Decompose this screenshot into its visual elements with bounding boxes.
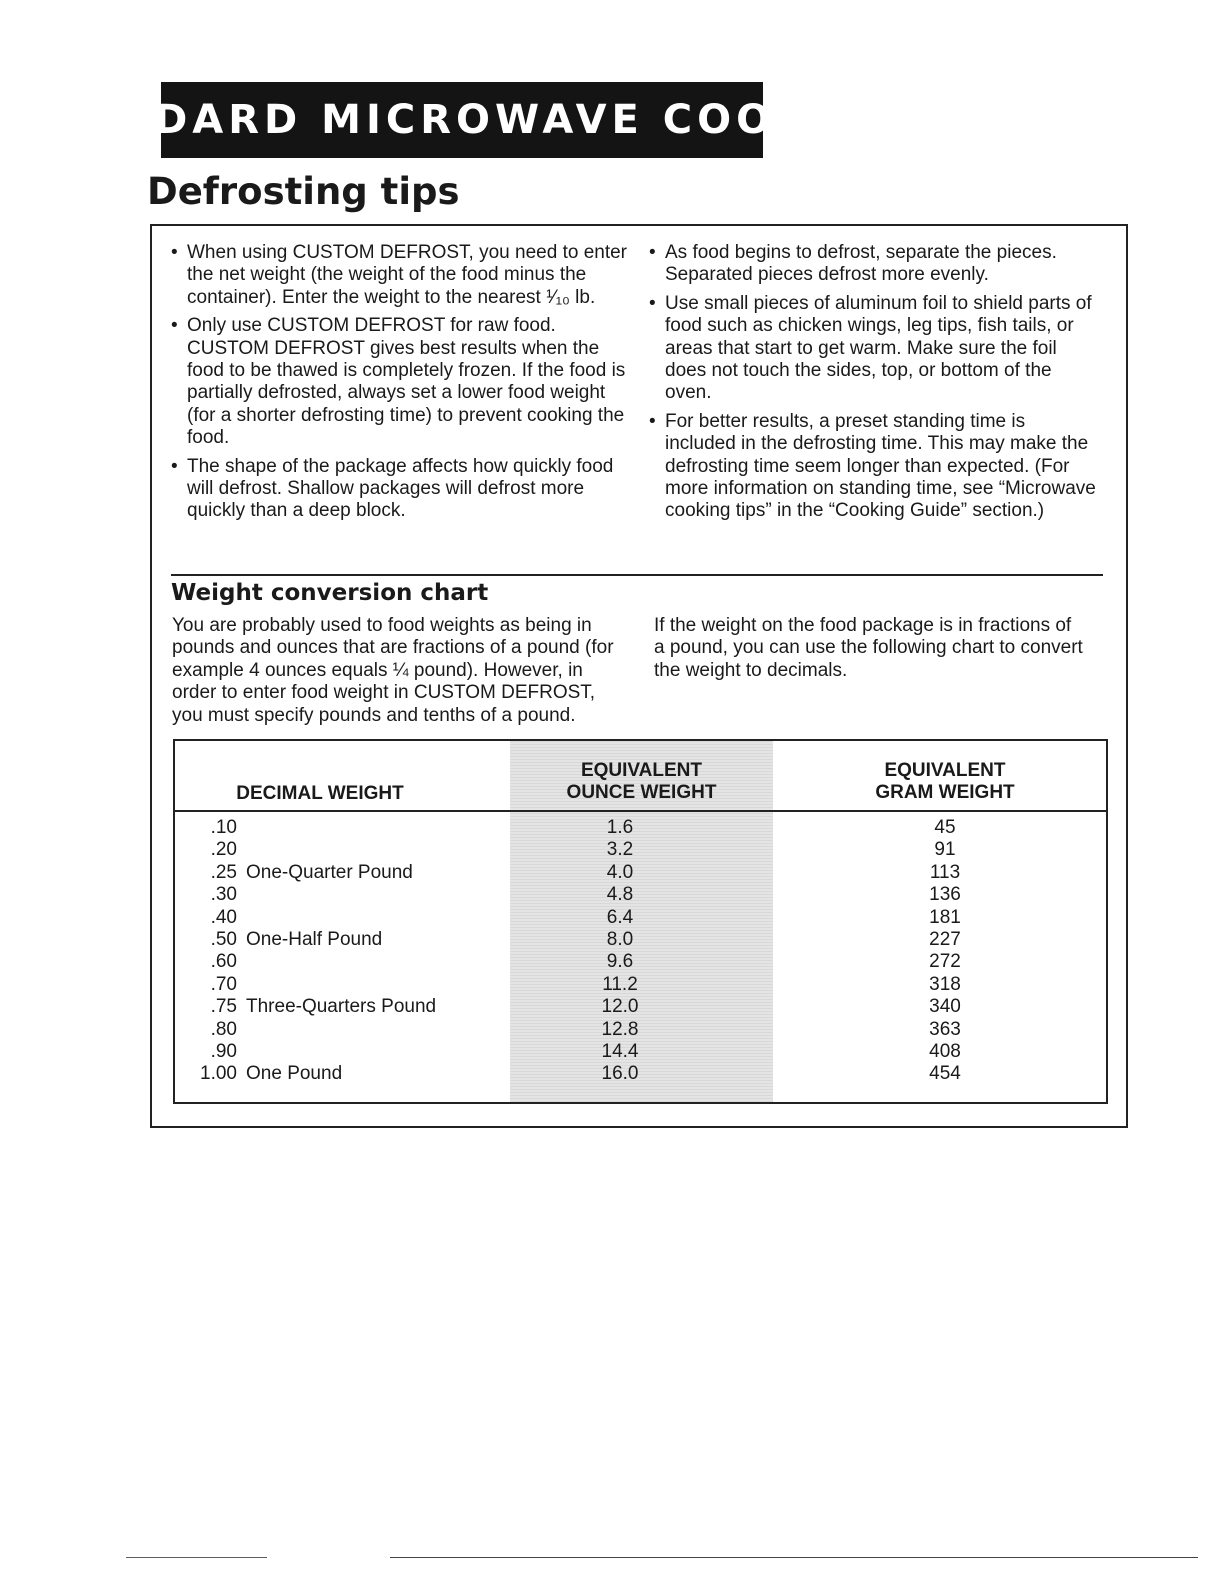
header-decimal-weight: DECIMAL WEIGHT [236, 783, 404, 804]
ounce-weight-cell: 4.8 [606, 884, 634, 906]
ounce-weight-cell: 8.0 [606, 928, 634, 950]
tips-right-column [649, 242, 1099, 529]
gram-weight-cell: 340 [929, 996, 961, 1018]
weight-label-cell: One-Quarter Pound [246, 861, 413, 883]
gram-weight-cell: 363 [929, 1018, 961, 1040]
gram-weight-cell: 227 [929, 928, 961, 950]
header-gram-line2: GRAM WEIGHT [875, 782, 1015, 803]
decimal-weight-cell: .25 [210, 861, 237, 883]
decimal-weight-cell: .50 [210, 928, 237, 950]
conversion-heading: Weight conversion chart [171, 580, 489, 606]
tip-item: • As food begins to defrost, separate the pieces. Separated pieces defrost more evenly. [649, 242, 1099, 287]
header-ounce-line2: OUNCE WEIGHT [566, 782, 717, 803]
ounce-weight-cell: 12.8 [601, 1018, 639, 1040]
tip-item: • Use small pieces of aluminum foil to shield parts of food such as chicken wings, leg tips, fish tails, or areas that start to get warm. Make sure the foil does not touch the sides, top, or bottom of the oven. [649, 293, 1099, 405]
gram-weight-cell: 408 [929, 1040, 961, 1062]
header-divider [175, 810, 1106, 812]
table-row [175, 1063, 1106, 1085]
section-divider [171, 574, 1103, 576]
decimal-weight-cell: .90 [210, 1040, 237, 1062]
ounce-weight-cell: 4.0 [606, 861, 634, 883]
decimal-weight-cell: .60 [210, 951, 237, 973]
gram-weight-cell: 272 [929, 951, 961, 973]
gram-weight-cell: 113 [929, 861, 961, 883]
tip-item: • The shape of the package affects how quickly food will defrost. Shallow packages will defrost more quickly than a deep block. [171, 456, 633, 523]
ounce-weight-cell: 12.0 [601, 996, 639, 1018]
header-ounce-weight [510, 760, 773, 804]
table-row [175, 884, 1106, 906]
table-row [175, 907, 1106, 929]
header-gram-weight [835, 760, 1055, 804]
decimal-weight-cell: .80 [210, 1018, 237, 1040]
conversion-intro-left: You are probably used to food weights as being in pounds and ounces that are fractions of a pound (for example 4 ounces equals ¼ pound). However, in order to enter food weight in CUSTOM DEFROST, you must specify pounds and tenths of a pound. [172, 615, 614, 726]
ounce-weight-cell: 11.2 [602, 973, 638, 995]
ounce-weight-cell: 14.4 [601, 1040, 639, 1062]
section-banner: STANDARD MICROWAVE COOKING [161, 82, 763, 158]
page-title: Defrosting tips [147, 170, 460, 213]
decimal-weight-cell: .70 [210, 973, 237, 995]
table-body [175, 817, 1106, 1086]
decimal-weight-cell: .30 [210, 884, 237, 906]
table-row [175, 817, 1106, 839]
decimal-weight-cell: 1.00 [200, 1063, 237, 1085]
ounce-weight-cell: 16.0 [601, 1063, 639, 1085]
conversion-intro-right: If the weight on the food package is in fractions of a pound, you can use the following chart to convert the weight to decimals. [654, 615, 1083, 681]
header-gram-line1: EQUIVALENT [884, 760, 1006, 781]
tip-item: • When using CUSTOM DEFROST, you need to enter the net weight (the weight of the food minus the container). Enter the weight to the nearest ¹⁄₁₀ lb. [171, 242, 633, 309]
table-row [175, 862, 1106, 884]
footer-rule-left [126, 1557, 267, 1558]
conversion-table [173, 739, 1108, 1104]
gram-weight-cell: 91 [934, 839, 956, 861]
table-row [175, 1019, 1106, 1041]
decimal-weight-cell: .40 [210, 906, 237, 928]
gram-weight-cell: 45 [934, 817, 956, 838]
table-row [175, 974, 1106, 996]
decimal-weight-cell: .20 [210, 839, 237, 861]
table-row [175, 996, 1106, 1018]
header-ounce-line1: EQUIVALENT [580, 760, 703, 781]
table-row [175, 951, 1106, 973]
table-row [175, 839, 1106, 861]
ounce-weight-cell: 9.6 [606, 951, 634, 973]
table-row [175, 1041, 1106, 1063]
footer-rule-right [390, 1557, 1198, 1558]
weight-label-cell: Three-Quarters Pound [246, 996, 437, 1018]
decimal-weight-cell: .75 [210, 996, 237, 1018]
ounce-weight-cell: 3.2 [606, 839, 634, 861]
gram-weight-cell: 318 [929, 973, 961, 995]
table-row [175, 929, 1106, 951]
tip-item: • Only use CUSTOM DEFROST for raw food. CUSTOM DEFROST gives best results when the food to be thawed is completely frozen. If the food is partially defrosted, always set a lower food weight (for a shorter defrosting time) to prevent cooking the food. [171, 315, 633, 449]
ounce-weight-cell: 1.6 [606, 817, 634, 838]
weight-label-cell: One Pound [246, 1063, 343, 1085]
gram-weight-cell: 136 [929, 884, 961, 906]
decimal-weight-cell: .10 [210, 817, 237, 838]
tips-left-column [171, 242, 633, 529]
ounce-weight-cell: 6.4 [606, 906, 634, 928]
gram-weight-cell: 181 [929, 906, 961, 928]
weight-label-cell: One-Half Pound [246, 928, 383, 950]
gram-weight-cell: 454 [929, 1063, 961, 1085]
tip-item: • For better results, a preset standing time is included in the defrosting time. This may make the defrosting time seem longer than expected. (For more information on standing time, see “Microwave cooking tips” in the “Cooking Guide” section.) [649, 411, 1099, 523]
